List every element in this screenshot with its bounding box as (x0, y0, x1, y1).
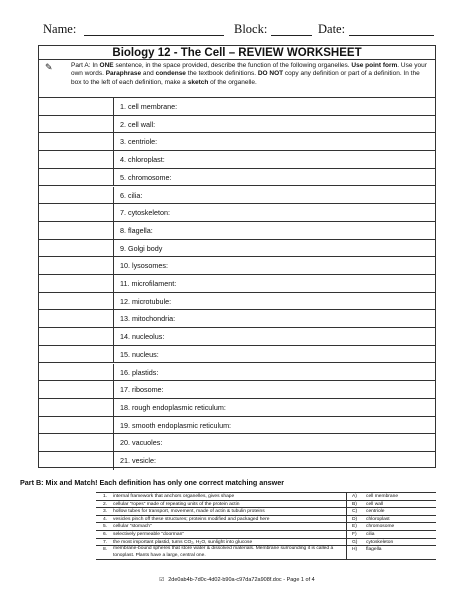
worksheet-box (38, 45, 436, 468)
organelle-row (39, 240, 435, 258)
sketch-box[interactable] (39, 399, 114, 416)
organelle-term: 21. vesicle: (120, 456, 156, 465)
organelle-term: 17. ribosome: (120, 385, 164, 395)
sketch-box[interactable] (39, 364, 114, 381)
organelle-row (39, 204, 435, 222)
header (0, 22, 474, 40)
organelle-row (39, 293, 435, 311)
organelle-row (39, 364, 435, 382)
organelle-term: 2. cell wall: (120, 119, 156, 129)
organelle-term: 10. lysosomes: (120, 261, 168, 271)
name-field[interactable] (84, 35, 224, 36)
sketch-box[interactable] (39, 434, 114, 451)
sketch-box[interactable] (39, 204, 114, 221)
pencil-icon: ✎ (45, 62, 53, 72)
organelle-row (39, 381, 435, 399)
organelle-row (39, 257, 435, 275)
name-label: Name: (43, 22, 77, 36)
sketch-box[interactable] (39, 417, 114, 434)
footer-text: 2de0ab4b-7d0c-4d02-b90a-c97da72a908f.doc - Page 1 of 4 (168, 577, 315, 583)
matching-table (96, 492, 436, 560)
organelle-row (39, 434, 435, 452)
organelle-row (39, 346, 435, 364)
organelle-row (39, 98, 435, 116)
document-icon: ☑ (159, 577, 165, 583)
sketch-box[interactable] (39, 452, 114, 470)
sketch-box[interactable] (39, 346, 114, 363)
sketch-box[interactable] (39, 275, 114, 292)
organelle-row (39, 222, 435, 240)
organelle-term: 9. Golgi body (120, 243, 163, 253)
organelle-term: 19. smooth endoplasmic reticulum: (120, 420, 232, 430)
sketch-box[interactable] (39, 151, 114, 168)
sketch-box[interactable] (39, 381, 114, 398)
organelle-term: 16. plastids: (120, 367, 159, 377)
organelle-term: 12. microtubule: (120, 296, 172, 306)
sketch-box[interactable] (39, 257, 114, 274)
date-field[interactable] (349, 35, 434, 36)
organelle-row (39, 116, 435, 134)
sketch-box[interactable] (39, 116, 114, 133)
part-b-title: Part B: Mix and Match! Each definition has only one correct matching answer (20, 478, 284, 487)
organelle-term: 14. nucleolus: (120, 332, 165, 342)
match-row: 8. membrane-bound spheres that store water & dissolved materials. Membrane surrounding it is called a tonoplast. Plants have a large, central one. H) flagella (96, 546, 436, 560)
sketch-box[interactable] (39, 133, 114, 150)
organelle-row (39, 275, 435, 293)
block-field[interactable] (271, 35, 312, 36)
date-label: Date: (318, 22, 346, 36)
sketch-box[interactable] (39, 310, 114, 327)
sketch-box[interactable] (39, 169, 114, 186)
organelle-term: 13. mitochondria: (120, 314, 176, 324)
worksheet-title: Biology 12 - The Cell – REVIEW WORKSHEET (39, 46, 435, 60)
instructions: Part A: In ONE sentence, in the space provided, describe the function of the following organelles. Use point form. Use your own words. Paraphrase and condense the textbook definitions. DO NOT copy any definition or part of a definition. In the box to the left of each definition, make a sketch of the organelle. (71, 62, 427, 86)
match-row: 4. vesicles pinch off these structures; proteins modified and packaged here D) chloroplast (96, 516, 436, 524)
organelle-row (39, 310, 435, 328)
organelle-row (39, 133, 435, 151)
organelle-term: 6. cilia: (120, 190, 143, 200)
organelle-term: 18. rough endoplasmic reticulum: (120, 402, 226, 412)
match-row: 6. selectively permeable “doorman” F) cilia (96, 531, 436, 539)
organelle-term: 15. nucleus: (120, 349, 159, 359)
organelle-row (39, 399, 435, 417)
organelle-row (39, 328, 435, 346)
organelle-row (39, 187, 435, 205)
organelle-row (39, 417, 435, 435)
sketch-box[interactable] (39, 293, 114, 310)
organelle-row (39, 151, 435, 169)
organelle-term: 5. chromosome: (120, 172, 172, 182)
organelle-term: 1. cell membrane: (120, 102, 178, 111)
organelle-grid (39, 97, 435, 469)
organelle-term: 11. microfilament: (120, 279, 177, 288)
sketch-box[interactable] (39, 222, 114, 239)
block-label: Block: (234, 22, 268, 36)
organelle-term: 7. cytoskeleton: (120, 208, 170, 218)
sketch-box[interactable] (39, 240, 114, 257)
organelle-term: 4. chloroplast: (120, 155, 165, 165)
sketch-box[interactable] (39, 98, 114, 115)
page-footer (0, 577, 474, 583)
organelle-term: 20. vacuoles: (120, 438, 163, 448)
match-row: 7. the most important plastid, turns CO₂, H₂O, sunlight into glucose G) cytoskeleton (96, 539, 436, 547)
match-row: 5. cellular “stomach” E) chromosome (96, 523, 436, 531)
organelle-row (39, 169, 435, 187)
sketch-box[interactable] (39, 328, 114, 345)
match-row: 2. cellular “ropes” made of repeating units of the protein actin B) cell wall (96, 501, 436, 509)
match-row: 3. hollow tubes for transport, movement, made of actin & tubulin proteins C) centriole (96, 508, 436, 516)
match-row: 1. internal framework that anchors organelles, gives shape A) cell membrane (96, 493, 436, 501)
organelle-term: 8. flagella: (120, 225, 153, 235)
organelle-row (39, 452, 435, 470)
sketch-box[interactable] (39, 187, 114, 204)
organelle-term: 3. centriole: (120, 137, 158, 147)
